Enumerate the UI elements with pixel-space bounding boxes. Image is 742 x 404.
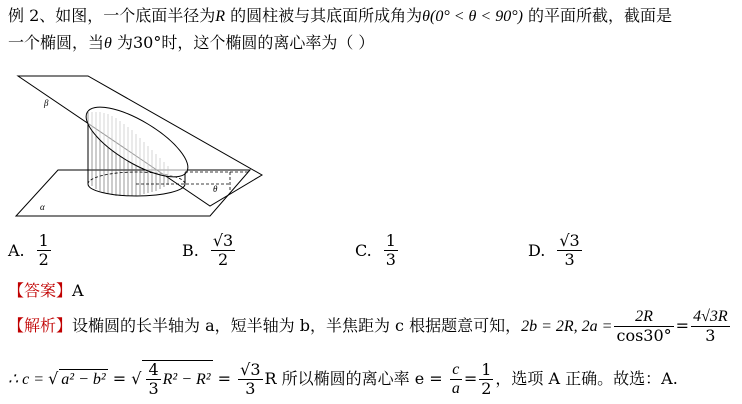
- option-b-label: B.: [182, 240, 199, 260]
- option-c-fraction: [384, 232, 398, 269]
- numerator: 1: [385, 231, 396, 250]
- fraction-2r-cos30: [614, 308, 673, 345]
- label-theta: θ: [213, 184, 218, 194]
- analysis-line-2: [8, 360, 678, 398]
- option-c-label: C.: [355, 240, 372, 260]
- numerator: √3: [240, 360, 261, 379]
- answer-line: [8, 281, 84, 301]
- analysis-conclusion: ，选项 A 正确。故选：A.: [495, 369, 678, 388]
- denominator: 2: [481, 379, 492, 398]
- option-c[interactable]: [355, 232, 400, 269]
- numerator: c: [450, 361, 462, 380]
- fraction-4-3: [146, 361, 160, 398]
- analysis-tag: 【解析】: [8, 316, 73, 335]
- numerator: 1: [38, 231, 49, 250]
- numerator: 4√3R: [693, 308, 728, 325]
- cylinder-figure: [10, 68, 270, 223]
- problem-text: 的圆柱被与其底面所成角为: [225, 6, 423, 25]
- equals-sign: =: [107, 369, 132, 388]
- option-b-fraction: [211, 232, 235, 269]
- option-d-fraction: [557, 232, 581, 269]
- problem-text: 的平面所截，截面是: [522, 6, 673, 25]
- base-ellipse-front: [88, 184, 185, 196]
- problem-text: 为30°时，这个椭圆的离心率为（ ）: [111, 33, 375, 52]
- equation-part: ∴ c =: [8, 371, 49, 388]
- denominator: 3: [705, 326, 716, 345]
- option-a-fraction: [37, 232, 51, 269]
- fraction-c-a: [450, 361, 462, 398]
- problem-text: 一个椭圆，当: [8, 33, 105, 52]
- section-ellipse: [76, 94, 197, 190]
- option-a[interactable]: [8, 232, 53, 269]
- option-a-label: A.: [8, 240, 25, 260]
- radicand: a² − b²: [61, 371, 106, 388]
- label-alpha: α: [40, 202, 45, 212]
- denominator: 3: [245, 379, 256, 398]
- equation-part: 2b = 2R, 2a =: [521, 318, 613, 335]
- equals-sign: =: [675, 316, 690, 335]
- problem-text: 例 2、如图，一个底面半径为: [8, 6, 216, 25]
- denominator: cos30°: [616, 326, 672, 345]
- problem-line-1: [8, 6, 672, 27]
- fraction-sqrt3-3: [238, 361, 262, 398]
- analysis-text: R 所以椭圆的离心率 e =: [264, 369, 448, 388]
- denominator: 3: [385, 250, 396, 269]
- answer-tag: 【答案】: [8, 281, 73, 300]
- analysis-text: 设椭圆的长半轴为 a，短半轴为 b，半焦距为 c 根据题意可知，: [72, 316, 522, 335]
- denominator: 2: [38, 250, 49, 269]
- angle-condition: θ(0° < θ < 90°): [422, 8, 523, 25]
- radical: √ a² − b²: [48, 369, 106, 388]
- numerator: √3: [559, 231, 580, 250]
- option-d[interactable]: [528, 232, 584, 269]
- numerator: √3: [212, 231, 234, 250]
- denominator: a: [451, 380, 460, 397]
- numerator: 4: [148, 360, 159, 379]
- denominator: 3: [564, 250, 575, 269]
- radicand-group: [142, 360, 212, 398]
- label-beta: β: [44, 98, 49, 108]
- analysis-line-1: [8, 308, 732, 345]
- problem-line-2: [8, 33, 374, 54]
- denominator: 2: [217, 250, 229, 269]
- fraction-4sqrt3r-3: [691, 308, 730, 345]
- answer-value: A: [72, 281, 84, 300]
- denominator: 3: [148, 379, 159, 398]
- equals-sign: =: [463, 369, 478, 388]
- radical-2: √ $\frac{4}{3}$ R² − R²: [131, 360, 211, 398]
- theta-symbol: θ: [104, 35, 112, 52]
- option-b[interactable]: [182, 232, 237, 269]
- equals-sign: =: [212, 369, 237, 388]
- fraction-1-2: [479, 361, 493, 398]
- radicand-post: R² − R²: [162, 371, 211, 388]
- numerator: 2R: [614, 308, 673, 327]
- option-d-label: D.: [528, 240, 546, 260]
- numerator: 1: [481, 360, 492, 379]
- radius-symbol: R: [215, 8, 226, 25]
